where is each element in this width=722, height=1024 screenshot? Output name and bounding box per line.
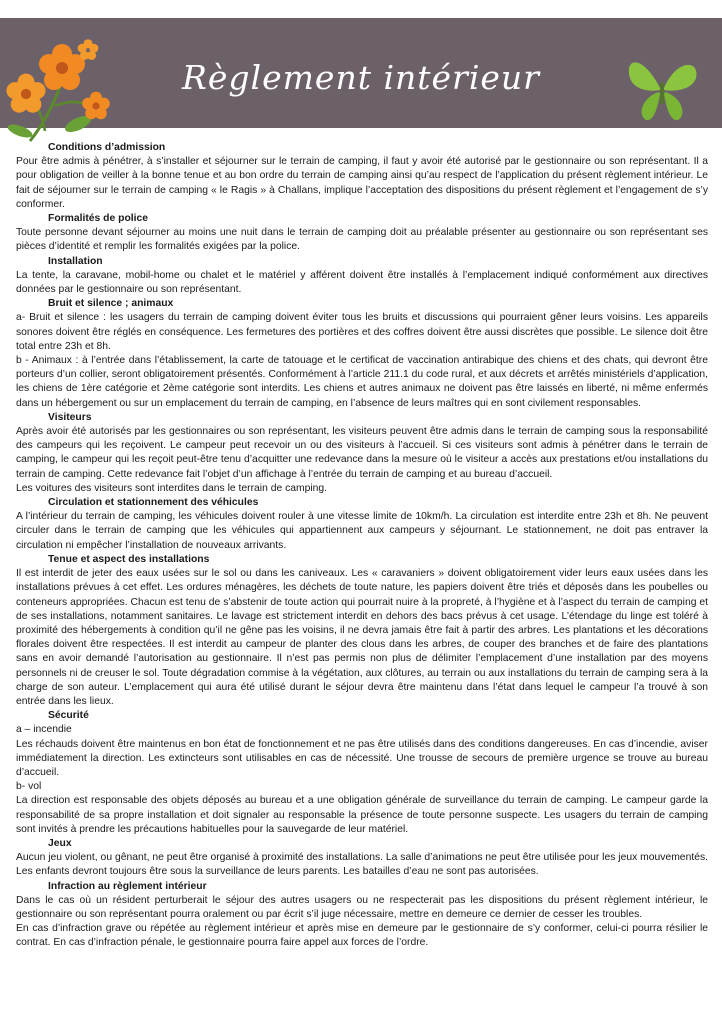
section-heading: Bruit et silence ; animaux: [48, 298, 174, 310]
section-infraction: [16, 880, 708, 951]
paragraph: a- Bruit et silence : les usagers du terrain de camping doivent éviter tous les bruits et discussions qui pourraient gêner leurs voisins. Les appareils sonores doivent être réglés en conséquence. Les fermetures des portières et des coffres doivent être aussi discrètes que possible. Le silence doit être total entre 23h et 8h.: [16, 312, 708, 352]
section-tenue-installations: [16, 553, 708, 709]
paragraph: Pour être admis à pénétrer, à s’installer et séjourner sur le terrain de camping, il faut y avoir été autorisé par le gestionnaire ou son représentant. Il a pour obligation de veiller à la bonne tenue et au bon ordre du terrain de camping ainsi qu’au respect de l’application du présent règlement intérieur. Le fait de séjourner sur le terrain de camping « le Ragis » à Challans, implique l’acceptation des dispositions du présent règlement et l’engagement de s’y conformer.: [16, 156, 708, 210]
section-installation: [16, 255, 708, 298]
paragraph: A l’intérieur du terrain de camping, les véhicules doivent rouler à une vitesse limite de 10km/h. La circulation est interdite entre 23h et 8h. Ne peuvent circuler dans le terrain de camping que les véhicules qui appartiennent aux campeurs y séjournant. Le stationnement, ne doit pas entraver la circulation ni empêcher l’installation de nouveaux arrivants.: [16, 511, 708, 551]
paragraph: Il est interdit de jeter des eaux usées sur le sol ou dans les caniveaux. Les « caravaniers » doivent obligatoirement vider leurs eaux usées dans les installations prévues à cet effet. Les ordures ménagères, les déchets de toute nature, les papiers doivent être triés et déposés dans les poubelles ou conteneurs appropriées. Chacun est tenu de s’abstenir de toute action qui pourrait nuire à la propreté, à l’hygiène et à l’aspect du terrain de camping et de ses installations, notamment sanitaires. Le lavage est strictement interdit en dehors des bacs prévus à cet usage. L’étendage du linge est toléré à proximité des hébergements à condition qu’il ne gêne pas les voisins, il ne devra jamais être fait à partir des arbres. Les plantations et les décorations florales doivent être respectées. Il est interdit au campeur de planter des clous dans les arbres, de couper des branches et de faire des plantations sans en avoir demandé l’autorisation au gestionnaire. Il n’est pas permis non plus de délimiter l’emplacement d’une installation par des moyens personnels ni de creuser le sol. Toute dégradation commise à la végétation, aux clôtures, au terrain ou aux installations du terrain de camping sera à la charge de son auteur. L’emplacement qui aura été utilisé durant le séjour devra être maintenu dans l’état dans lequel le campeur l’a trouvé à son entrée dans les lieux.: [16, 568, 708, 707]
section-conditions-admission: [16, 141, 708, 212]
paragraph: Aucun jeu violent, ou gênant, ne peut être organisé à proximité des installations. La salle d’animations ne peut être utilisée pour les jeux mouvementés. Les enfants devront toujours être sous la surveillance de leurs parents. Les batailles d’eau ne sont pas autorisées.: [16, 852, 708, 878]
rules-body: [16, 141, 708, 951]
section-heading: Formalités de police: [48, 213, 149, 225]
header-banner: [0, 18, 722, 128]
paragraph: Les voitures des visiteurs sont interdites dans le terrain de camping.: [16, 482, 328, 494]
section-formalites-police: [16, 212, 708, 255]
section-heading: Installation: [48, 255, 103, 267]
section-heading: Conditions d’admission: [48, 142, 166, 153]
paragraph: Après avoir été autorisés par les gestionnaires ou son représentant, les visiteurs peuvent être admis dans le terrain de camping sous la responsabilité des campeurs qui les reçoivent. Le campeur peut recevoir un ou des visiteurs à l’accueil. Si ces visiteurs sont admis à pénétrer dans le terrain de camping, le campeur qui les reçoit peut-être tenu d’acquitter une redevance dans la mesure où le visiteur a accès aux prestations et/ou installations du terrain de camping. Cette redevance fait l’objet d’un affichage à l’entrée du terrain de camping et au bureau d’accueil.: [16, 426, 708, 480]
paragraph: En cas d’infraction grave ou répétée au règlement intérieur et après mise en demeure par le gestionnaire de s’y conformer, celui-ci pourra résilier le contrat. En cas d’infraction pénale, le gestionnaire pourra faire appel aux forces de l’ordre.: [16, 923, 708, 949]
section-securite: [16, 709, 708, 837]
section-heading: Sécurité: [48, 710, 89, 722]
paragraph: La direction est responsable des objets déposés au bureau et a une obligation générale de surveillance du terrain de camping. Le campeur garde la responsabilité de sa propre installation et doit signaler au responsable la présence de toute personne suspecte. Les usagers du terrain de camping sont invités à prendre les précautions habituelles pour la sauvegarde de leur matériel.: [16, 795, 708, 835]
paragraph: Les réchauds doivent être maintenus en bon état de fonctionnement et ne pas être utilisés dans des conditions dangereuses. En cas d’incendie, aviser immédiatement la direction. Les extincteurs sont utilisables en cas de nécessité. Une trousse de secours de première urgence se trouve au bureau d’accueil.: [16, 738, 708, 778]
paragraph: b - Animaux : à l’entrée dans l’établissement, la carte de tatouage et le certificat de vaccination antirabique des chiens et des chats, qui devront être porteurs d’un collier, seront obligatoirement présentés. Conformément à l’article 211.1 du code rural, et aux décrets et arrêtés ministériels d’application, les chiens de 1ère catégorie et 2ème catégorie sont interdits. Les chiens et autres animaux ne doivent pas être laissés en liberté, ni même enfermés dans un hébergement ou sur un emplacement du terrain de camping, en l’absence de leurs maîtres qui en sont civilement responsables.: [16, 355, 708, 409]
paragraph: a – incendie: [16, 724, 72, 736]
section-visiteurs: [16, 411, 708, 496]
section-heading: Tenue et aspect des installations: [48, 553, 210, 565]
section-heading: Infraction au règlement intérieur: [48, 880, 207, 892]
butterfly-icon: [622, 48, 702, 128]
section-heading: Visiteurs: [48, 411, 92, 423]
paragraph: b- vol: [16, 781, 42, 793]
section-circulation: [16, 496, 708, 553]
paragraph: La tente, la caravane, mobil-home ou chalet et le matériel y afférent doivent être installés à l’emplacement indiqué conformément aux directives données par le gestionnaire ou son représentant.: [16, 269, 708, 296]
page-title: Règlement intérieur: [182, 58, 540, 97]
paragraph: Toute personne devant séjourner au moins une nuit dans le terrain de camping doit au préalable présenter au gestionnaire ou son représentant ses pièces d’identité et remplir les formalités exigées par la police.: [16, 227, 708, 253]
section-jeux: [16, 837, 708, 880]
paragraph: Dans le cas où un résident perturberait le séjour des autres usagers ou ne respecterait pas les dispositions du présent règlement intérieur, le gestionnaire ou son représentant pourra oralement ou par écrit s’il juge nécessaire, mettre en demeure ce dernier de cesser les troubles.: [16, 894, 708, 920]
section-bruit-silence-animaux: [16, 297, 708, 411]
section-heading: Circulation et stationnement des véhicules: [48, 497, 259, 509]
section-heading: Jeux: [48, 837, 72, 849]
